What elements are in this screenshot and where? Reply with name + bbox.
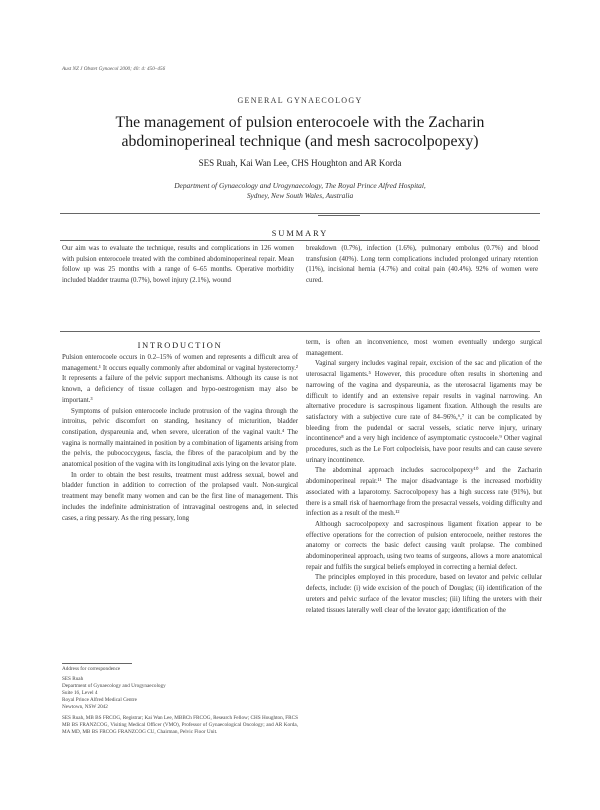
intro-paragraph-3: In order to obtain the best results, treatment must address sexual, bowel and bladder function in addition to correction of the prolapsed vault. Non-surgical treatment may benefit many women and can be the first line of management. This includes the indefinite administration of intravaginal oestrogens and, in selected cases, a ring pessary. As the ring pessary, long (62, 471, 298, 522)
title-line-1: The management of pulsion enterocoele with the Zacharin (115, 114, 485, 131)
intro-paragraph-2: Symptoms of pulsion enterocoele include protrusion of the vagina through the introitus, pelvic discomfort on standing, hesitancy of micturition, bladder constipation, dyspareunia and, when severe, ulceration of the vaginal vault.⁴ The vagina is normally maintained in position by a combination of ligaments arising from the pelvis, the pubococcygeus, fascia, the fibres of the paracolpium and by the anatomical position of the vagina with its longitudinal axis lying on the levator plate. (62, 407, 298, 469)
section-label: GENERAL GYNAECOLOGY (237, 96, 363, 105)
summary-top-rule (60, 240, 540, 241)
summary-heading: SUMMARY (271, 229, 329, 238)
body-paragraph-vaginal-surgery: Vaginal surgery includes vaginal repair, excision of the sac and plication of the uterosacral ligaments.⁵ However, this procedure often results in shortening and narrowing of the vagina and dyspareunia, as the uterosacral ligaments may be difficult to identify and an extensive repair results in vaginal narrowing. An alternative procedure is sacrospinous ligament fixation. Although the results are satisfactory with a subjective cure rate of 84–96%,⁶,⁷ it can be complicated by bleeding from the pudendal or sacral vessels, sciatic nerve injury, urinary incontinence⁸ and a very high incidence of asymptomatic cystocoele.⁹ Other vaginal procedures, such as the Le Fort colpocleisis, have poor results and can cause severe urinary incontinence. (306, 360, 542, 464)
footnote-address-line: Royal Prince Alfred Medical Centre (62, 696, 137, 703)
footnote-author-bios: SES Ruah, MB BS FRCOG, Registrar; Kai Wan Lee, MBBCh FRCOG, Research Fellow; CHS Houghton, FRCS MB BS FRANZCOG, Visiting Medical Officer (VMO), Professor of Gynaecological Oncology; and AR Korda, MA MD, MB BS FRCOG FRANZCOG CU, Chairman, Pelvic Floor Unit. (62, 715, 298, 736)
summary-right-column (306, 244, 538, 287)
summary-bottom-rule (60, 331, 540, 332)
article-title (40, 113, 560, 151)
summary-left-column (62, 244, 294, 287)
affiliation-line-2: Sydney, New South Wales, Australia (246, 191, 354, 200)
body-paragraph-abdominal-approach: The abdominal approach includes sacrocolpopexy¹⁰ and the Zacharin abdominoperineal repair.¹¹ The major disadvantage is the increased morbidity associated with a laparotomy. Sacrocolpopexy has a high success rate (91%), but there is a small risk of haemorrhage from the presacral vessels, voiding difficulty and infection as a result of the mesh.¹² (306, 467, 542, 518)
footnote (62, 666, 298, 736)
footnote-address-line: Suite 16, Level 4 (62, 689, 98, 696)
author-list: SES Ruah, Kai Wan Lee, CHS Houghton and AR Korda (198, 158, 402, 168)
summary-left-text: Our aim was to evaluate the technique, results and complications in 126 women with pulsion enterocoele treated with the combined abdominoperineal repair. Mean follow up was 25 months with a range of 6–65 months. Operative morbidity included bladder trauma (0.7%), bowel injury (2.1%), wound (62, 245, 294, 285)
body-paragraph-principles: The principles employed in this procedure, based on levator and pelvic cellular defects, include: (i) wide excision of the pouch of Douglas; (ii) identification of the ureters and pelvic surface of the levator muscles; (iii) lifting the ureters with their related tissues laterally well clear of the levator gap; identification of the (306, 574, 542, 614)
summary-right-text: breakdown (0.7%), infection (1.6%), pulmonary embolus (0.7%) and blood transfusion (40%). Long term complications included prolonged urinary retention (11%), incisional hernia (4.7%) and coital pain (40.4%). 92% of women were cured. (306, 245, 538, 285)
footnote-name: SES Ruah (62, 675, 84, 682)
footnote-rule (62, 663, 132, 664)
introduction-heading: INTRODUCTION (137, 341, 223, 350)
footnote-address-line: Department of Gynaecology and Urogynaecology (62, 682, 166, 689)
affiliation-line-1: Department of Gynaecology and Urogynaecology, The Royal Prince Alfred Hospital, (174, 181, 426, 190)
footnote-address-line: Newtown, NSW 2042 (62, 703, 108, 710)
right-text-column (306, 338, 542, 616)
body-paragraph-continued: term, is often an inconvenience, most women eventually undergo surgical management. (306, 339, 542, 357)
intro-paragraph-1: Pulsion enterocoele occurs in 0.2–15% of women and represents a difficult area of management.¹ It occurs equally commonly after abdominal or vaginal hysterectomy.² It represents a failure of the pelvic support mechanisms. Although its cause is not known, a deficiency of tissue collagen and hypo-oestrogenism may also be important.³ (62, 354, 298, 404)
left-text-column (62, 353, 298, 524)
title-line-2: abdominoperineal technique (and mesh sacrocolpopexy) (121, 133, 479, 150)
affiliation (100, 181, 500, 201)
top-divider (60, 213, 540, 214)
body-paragraph-combined-approach: Although sacrocolpopexy and sacrospinous ligament fixation appear to be effective operations for the correction of pulsion enterocoele, neither restores the anatomy or corrects the basic defect causing vault prolapse. The combined abdominoperineal approach, using two teams of surgeons, allows a more anatomical repair and fulfils the surgical beliefs employed in correcting a hernial defect. (306, 520, 542, 571)
footnote-address-label: Address for correspondence (62, 666, 121, 672)
running-head: Aust NZ J Obstet Gynaecol 2000; 40: 4: 450–456 (62, 66, 166, 72)
short-divider (318, 215, 360, 216)
